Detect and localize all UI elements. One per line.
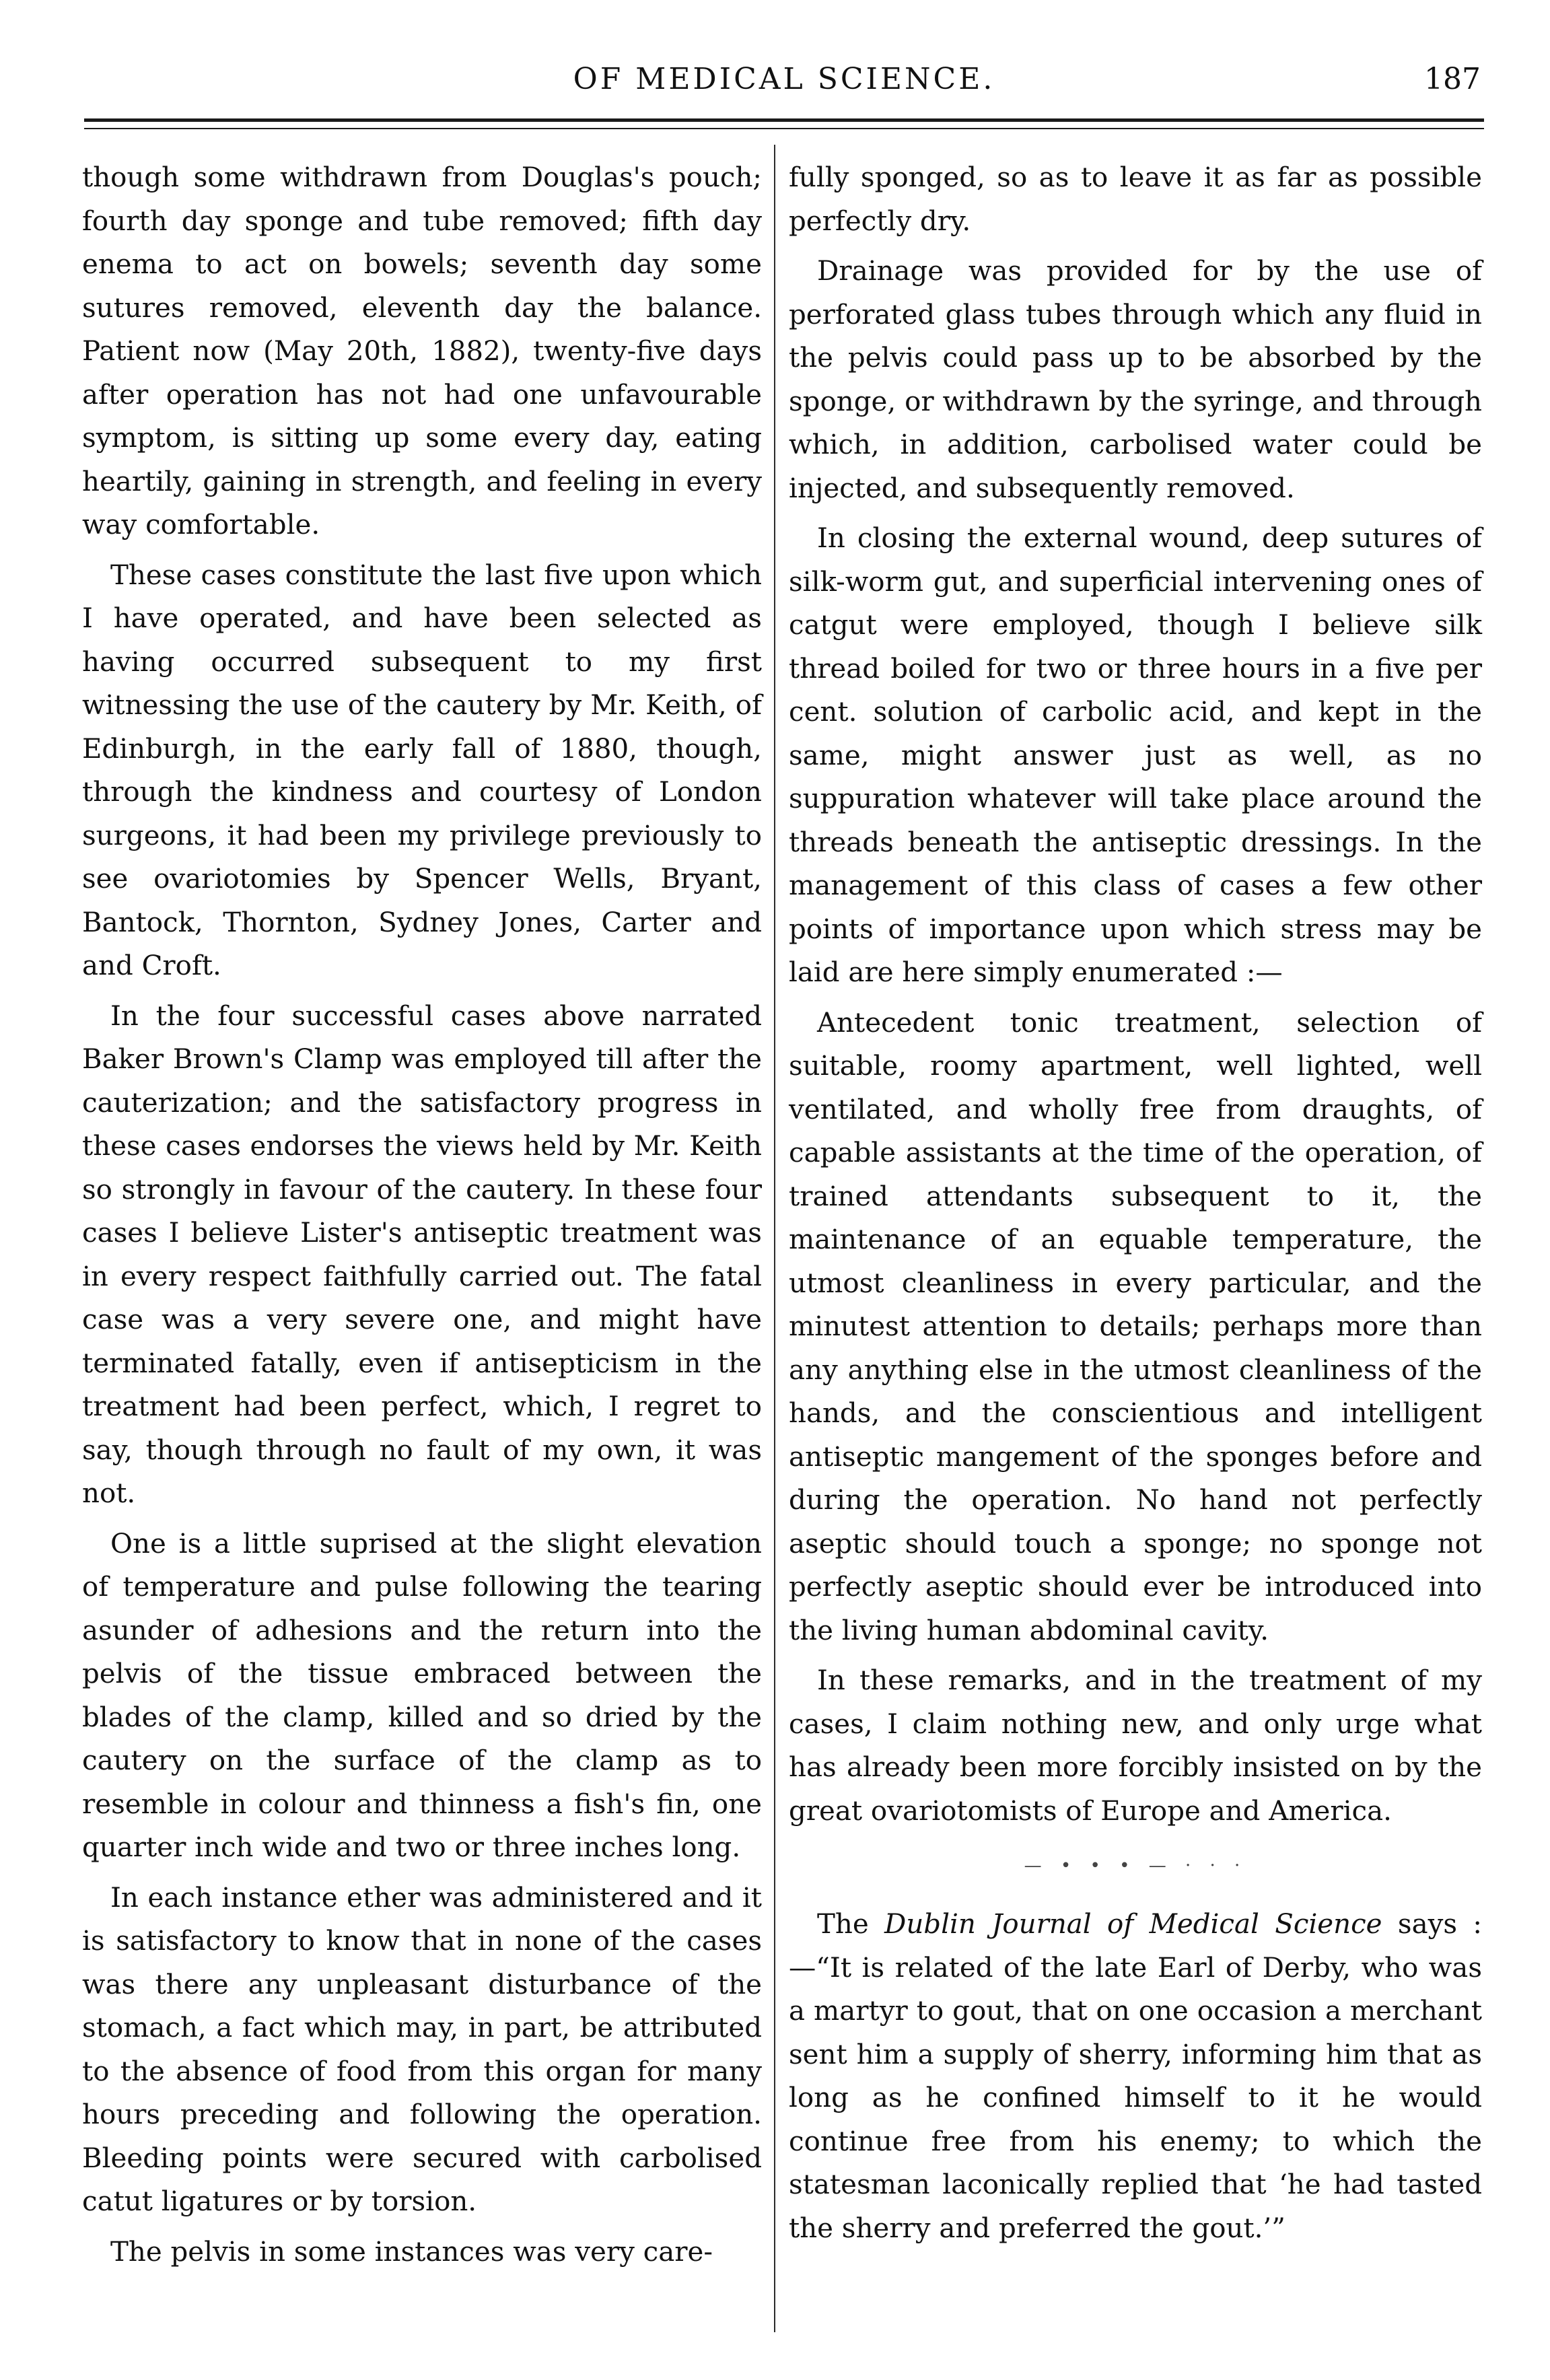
- paragraph: In each instance ether was administered and it is satisfactory to know that in none of the cases was there any unpleasant disturbance of the stomach, a fact which may, in part, be attributed to the absence of food from this organ for many hours preceding and following the operation. Bleeding points were secured with carbolised catut ligatures or by torsion.: [82, 1881, 762, 2217]
- paragraph: Drainage was provided for by the use of perforated glass tubes through which any fluid in the pelvis could pass up to be absorbed by the sponge, or withdrawn by the syringe, and through which, in addition, carbolised water could be injected, and subsequently removed.: [789, 255, 1482, 504]
- paragraph: The pelvis in some instances was very care-: [110, 2235, 713, 2268]
- paragraph: fully sponged, so as to leave it as far as possible perfectly dry.: [789, 162, 1482, 237]
- paragraph: In closing the external wound, deep sutures of silk-worm gut, and superficial intervening ones of catgut were employed, though I believe silk thread boiled for two or three hours in a five per cent. solution of carbolic acid, and kept in the same, might answer just as well, as no suppuration whatever will take place around the threads beneath the antiseptic dressings. In the management of this class of cases a few other points of importance upon which stress may be laid are here simply enumerated :—: [789, 522, 1482, 988]
- header-rule-thick: [84, 118, 1484, 122]
- page-header: [87, 62, 1481, 109]
- paragraph: These cases constitute the last five upon which I have operated, and have been selected as having occurred subsequent to my first witnessing the use of the cautery by Mr. Keith, of Edinburgh, in the early fall of 1880, though, through the kindness and courtesy of London surgeons, it had been my privilege previously to see ovariotomies by Spencer Wells, Bryant, Bantock, Thornton, Sydney Jones, Carter and and Croft.: [82, 559, 762, 981]
- right-column: [789, 156, 1482, 2257]
- running-title: OF MEDICAL SCIENCE.: [573, 62, 995, 96]
- quote-text: says :—“It is related of the late Earl of Derby, who was a martyr to gout, that on one occasion a merchant sent him a supply of sherry, informing him that as long as he confined himself to it he would continue free from his enemy; to which the statesman laconically replied that ‘he had tasted the sherry and preferred the gout.’”: [789, 1908, 1482, 2244]
- left-column: [82, 156, 762, 2280]
- paragraph: One is a little suprised at the slight elevation of temperature and pulse following the tearing asunder of adhesions and the return into the pelvis of the tissue embraced between the blades of the clamp, killed and so dried by the cautery on the surface of the clamp as to resemble in colour and thinness a fish's fin, one quarter inch wide and two or three inches long.: [82, 1527, 762, 1863]
- quotation-paragraph: [789, 1903, 1482, 2250]
- journal-title: Dublin Journal of Medical Science: [884, 1908, 1382, 1940]
- section-separator: — • • • — · · ·: [1024, 1856, 1247, 1876]
- page-number: 187: [1424, 62, 1481, 96]
- paragraph: In these remarks, and in the treatment of my cases, I claim nothing new, and only urge what has already been more forcibly insisted on by the great ovariotomists of Europe and America.: [789, 1665, 1482, 1827]
- paragraph: Antecedent tonic treatment, selection of suitable, roomy apartment, well lighted, well ventilated, and wholly free from draughts, of capable assistants at the time of the operation, of trained attendants subsequent to it, the maintenance of an equable temperature, the utmost cleanliness in every particular, and the minutest attention to details; perhaps more than any anything else in the utmost cleanliness of the hands, and the conscientious and intelligent antiseptic mangement of the sponges before and during the operation. No hand not perfectly aseptic should touch a sponge; no sponge not perfectly aseptic should ever be introduced into the living human abdominal cavity.: [789, 1006, 1482, 1646]
- header-rule-thin: [84, 128, 1484, 129]
- quote-intro: The: [817, 1908, 885, 1940]
- paragraph: In the four successful cases above narrated Baker Brown's Clamp was employed till after the cauterization; and the satisfactory progress in these cases endorses the views held by Mr. Keith so strongly in favour of the cautery. In these four cases I believe Lister's antiseptic treatment was in every respect faithfully carried out. The fatal case was a very severe one, and might have terminated fatally, even if antisepticism in the treatment had been perfect, which, I regret to say, though through no fault of my own, it was not.: [82, 1000, 762, 1509]
- column-divider: [774, 145, 775, 2332]
- paragraph: though some withdrawn from Douglas's pouch; fourth day sponge and tube removed; fifth day enema to act on bowels; seventh day some sutures removed, eleventh day the balance. Patient now (May 20th, 1882), twenty-five days after operation has not had one unfavourable symptom, is sitting up some every day, eating heartily, gaining in strength, and feeling in every way comfortable.: [82, 162, 762, 540]
